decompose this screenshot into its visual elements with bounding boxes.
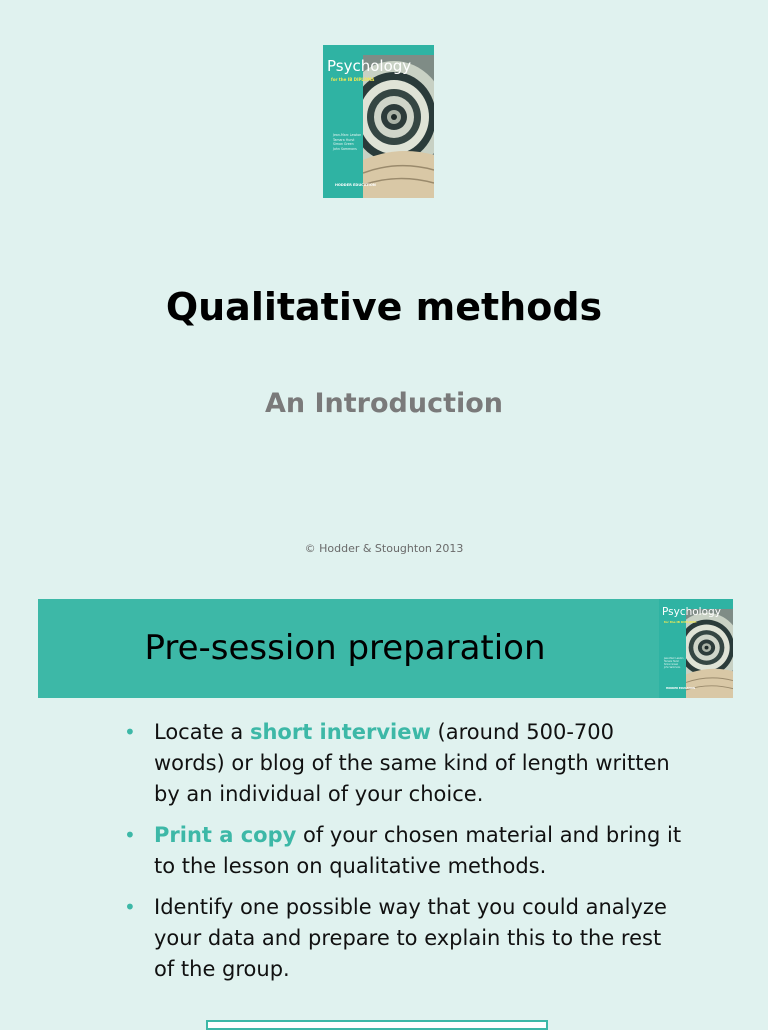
bullet-text: (around 500-700 words) or blog of the same kind of length written by an individual of your choice. xyxy=(154,720,670,806)
book-series: for the IB DIPLOMA xyxy=(331,77,375,82)
slide-title: Qualitative methods xyxy=(165,285,603,329)
book-title: Psychology xyxy=(327,57,412,75)
next-slide-box xyxy=(206,1020,548,1030)
bullet-highlight: Print a copy xyxy=(154,823,297,847)
publisher-logo: HODDER EDUCATION xyxy=(666,687,696,690)
publisher-logo: HODDER EDUCATION xyxy=(335,183,376,187)
bullet-text: Identify one possible way that you could analyze your data and prepare to explain this to the rest of the group. xyxy=(154,895,667,981)
bullet-text: Locate a xyxy=(154,720,250,744)
bullet-icon: • xyxy=(124,823,136,847)
book-cover-image xyxy=(323,45,434,198)
bullet-text: of your chosen material and bring it to the lesson on qualitative methods. xyxy=(154,823,682,878)
slide-subtitle: An Introduction xyxy=(264,388,504,419)
book-title: Psychology xyxy=(662,606,721,618)
book-series: for the IB DIPLOMA xyxy=(664,620,697,624)
bullet-icon: • xyxy=(124,720,136,744)
slide-heading: Pre-session preparation xyxy=(144,628,546,668)
bullet-highlight: short interview xyxy=(249,720,431,744)
list-item xyxy=(124,820,684,882)
bullet-icon: • xyxy=(124,895,136,919)
list-item xyxy=(124,892,684,985)
book-authors: Jean-Marc Lawton Tamara Hurst Simon Green John Sammons xyxy=(333,133,362,151)
preparation-list xyxy=(124,717,684,995)
copyright-notice: © Hodder & Stoughton 2013 xyxy=(304,542,464,555)
book-authors: Jean-Marc Lawton Tamara Hurst Simon Green John Sammons xyxy=(664,657,684,669)
book-cover-thumbnail xyxy=(659,599,733,698)
list-item xyxy=(124,717,684,810)
